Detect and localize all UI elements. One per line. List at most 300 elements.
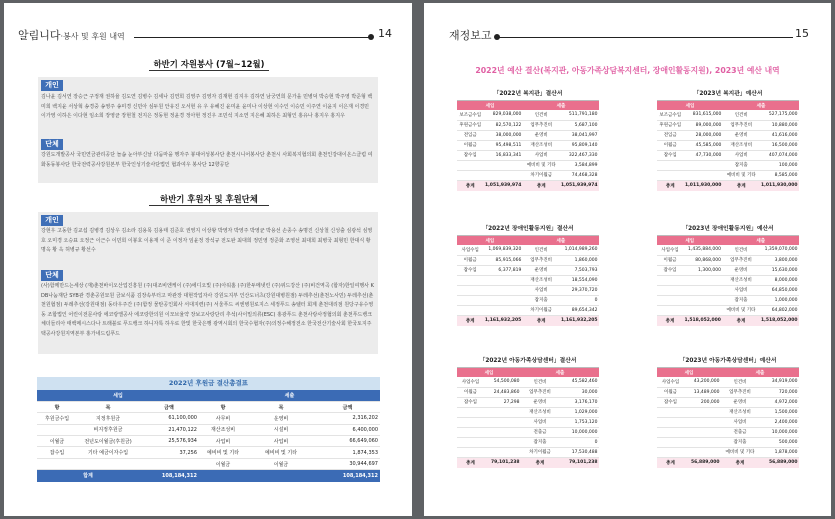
finance-cell: 82,570,122 bbox=[483, 120, 522, 130]
header-rule bbox=[496, 37, 793, 38]
finance-cell bbox=[484, 427, 521, 437]
finance-cell bbox=[683, 295, 722, 305]
finance-cell bbox=[657, 275, 683, 285]
finance-row bbox=[657, 245, 799, 255]
donation-cell: 6,400,000 bbox=[315, 424, 380, 435]
donation-cell: 사업비 bbox=[199, 436, 247, 447]
finance-cell: 3,584,899 bbox=[560, 160, 599, 170]
total-label: 총계 bbox=[523, 315, 560, 326]
finance-cell bbox=[483, 275, 522, 285]
finance-cell: 차기이월금 bbox=[521, 447, 559, 457]
finance-cell bbox=[483, 170, 522, 180]
expense-header: 세출 bbox=[523, 101, 599, 110]
finance-cell: 차기이월금 bbox=[523, 305, 560, 315]
finance-cell: 사업수입 bbox=[657, 377, 684, 387]
finance-cell: 운영비 bbox=[523, 265, 560, 275]
left-header-title: 알림니다 bbox=[18, 29, 61, 42]
total-income: 79,101,238 bbox=[484, 457, 521, 468]
finance-cell: 1,069,839,320 bbox=[483, 245, 522, 255]
finance-cell: 업무추진비 bbox=[523, 255, 560, 265]
income-header: 세입 bbox=[457, 236, 523, 245]
finance-cell bbox=[457, 447, 484, 457]
finance-cell: 사업비 bbox=[523, 285, 560, 295]
finance-cell: 8,585,000 bbox=[760, 170, 799, 180]
finance-cell: 831,615,000 bbox=[683, 110, 722, 120]
total-label: 총계 bbox=[722, 315, 759, 326]
finance-cell: 이월금 bbox=[657, 387, 684, 397]
finance-cell: 64,850,000 bbox=[760, 285, 799, 295]
finance-cell: 829,038,000 bbox=[483, 110, 522, 120]
finance-cell: 업무추진비 bbox=[521, 387, 559, 397]
finance-main-title: 2022년 예산 결산(복지관, 아동가족상담복지센터, 장애인활동지원), 2023년 예산 내역 bbox=[475, 66, 780, 75]
income-header: 세입 bbox=[657, 236, 722, 245]
donation-cell bbox=[77, 458, 139, 469]
total-expense: 1,161,932,205 bbox=[560, 315, 599, 326]
finance-cell: 10,880,000 bbox=[760, 120, 799, 130]
finance-cell: 잡수입 bbox=[657, 265, 683, 275]
finance-cell: 407,074,000 bbox=[760, 150, 799, 160]
finance-cell bbox=[457, 275, 483, 285]
individual-tag: 개인 bbox=[41, 80, 63, 91]
total-label: 합계 bbox=[37, 470, 139, 482]
finance-row bbox=[657, 170, 799, 180]
finance-cell: 재산조성비 bbox=[523, 275, 560, 285]
finance-cell: 43,200,000 bbox=[684, 377, 721, 387]
finance-row bbox=[657, 397, 799, 407]
finance-row bbox=[457, 377, 599, 387]
finance-cell: 잡지출 bbox=[521, 437, 559, 447]
panel-title: 「2023년 아동가족상담센터」예산서 bbox=[657, 355, 799, 368]
finance-cell bbox=[684, 437, 721, 447]
left-page bbox=[4, 3, 412, 516]
section-underline bbox=[149, 70, 269, 71]
finance-row bbox=[457, 397, 599, 407]
total-label: 총계 bbox=[721, 457, 759, 468]
finance-row bbox=[657, 285, 799, 295]
finance-cell: 사업수입 bbox=[457, 377, 484, 387]
donation-row bbox=[37, 413, 380, 424]
finance-cell: 0 bbox=[559, 437, 599, 447]
finance-cell bbox=[457, 427, 484, 437]
finance-cell: 1,878,000 bbox=[759, 447, 799, 457]
finance-row bbox=[457, 150, 599, 160]
finance-cell bbox=[484, 447, 521, 457]
finance-cell bbox=[657, 285, 683, 295]
finance-cell: 보조금수입 bbox=[457, 110, 483, 120]
finance-row bbox=[457, 387, 599, 397]
donation-cell: 1,874,353 bbox=[315, 447, 380, 458]
finance-row bbox=[457, 447, 599, 457]
donation-row bbox=[37, 436, 380, 447]
total-income: 56,889,000 bbox=[684, 457, 721, 468]
finance-row bbox=[657, 255, 799, 265]
donation-cell: 21,470,122 bbox=[139, 424, 199, 435]
finance-cell: 1,860,000 bbox=[560, 255, 599, 265]
finance-row bbox=[657, 407, 799, 417]
expense-header: 세출 bbox=[521, 368, 599, 377]
finance-cell: 잡지출 bbox=[722, 295, 759, 305]
finance-cell bbox=[484, 417, 521, 427]
finance-cell: 1,500,000 bbox=[759, 407, 799, 417]
group-tag: 단체 bbox=[41, 139, 63, 150]
finance-cell: 재산조성비 bbox=[722, 275, 759, 285]
finance-panel bbox=[657, 223, 799, 326]
donor-group-list: (사)함께만드는세상 (재)춘천바이오산업진흥원 (주)대조비엔케이 (주)에디오빛 (주)아워홈 (주)한두메넷린 (주)위드강산 (주)비건역곡 (합자)한일여행사 KDB나눔재단 SYB관 경춘공원묘원 금보식품 김장속부터고 마관장 대현작업자사 강원도지부 인산도너츠(강원대병원점) 두레추선(춘천노사민) 두레추선(춘천원협점) 두레추선(강원대점) 동타우주간 (주)함정 물탄공인회사 서대지련(주) 서울푸드 씨엔병원로지스 세정푸드 송텔터 회계 춘천대리점 원당구유수영동 조합법인 어린이전문사랑 에코랑앨공사 에코랑한의원 이모브율약 장보고사랑단리 추석(사이밀의류(ESC) 홍광푸드 춘천사랑사정협의회 춘천푸드뱅크 체더들리아 태백메시스다나 트래블로 푸드뱅크 하니자톡 하우로 한빛 한국은행 광역시회의 한국수협자(주)의정수해정전소 한국전산기술사회 한국토지주택공사강원지역본부 홍가네드림푸드 bbox=[41, 283, 374, 337]
finance-cell: 운영비 bbox=[721, 397, 759, 407]
finance-row bbox=[457, 120, 599, 130]
finance-cell: 잡수입 bbox=[457, 265, 483, 275]
donation-cell: 비지정후원금 bbox=[77, 424, 139, 435]
finance-cell: 54,500,080 bbox=[484, 377, 521, 387]
finance-cell bbox=[484, 407, 521, 417]
finance-cell: 인건비 bbox=[722, 245, 759, 255]
finance-cell: 45,585,000 bbox=[683, 140, 722, 150]
finance-cell: 잡수입 bbox=[457, 150, 483, 160]
finance-cell: 예비비 및 기타 bbox=[723, 170, 760, 180]
finance-cell: 28,000,000 bbox=[683, 130, 722, 140]
donation-row bbox=[37, 458, 380, 469]
right-header-title: 재정보고 bbox=[449, 29, 492, 42]
income-header: 세입 bbox=[457, 101, 523, 110]
finance-cell: 27,298 bbox=[484, 397, 521, 407]
finance-cell bbox=[657, 417, 684, 427]
donation-cell: 2,316,202 bbox=[315, 413, 380, 424]
finance-row bbox=[457, 265, 599, 275]
finance-cell: 15,630,000 bbox=[760, 265, 799, 275]
income-header: 세입 bbox=[457, 368, 521, 377]
finance-cell: 전입금 bbox=[657, 130, 683, 140]
finance-cell: 89,654,342 bbox=[560, 305, 599, 315]
total-expense: 1,051,939,974 bbox=[560, 180, 599, 191]
finance-row bbox=[657, 447, 799, 457]
finance-cell: 잡수입 bbox=[657, 150, 683, 160]
total-income: 1,518,052,000 bbox=[683, 315, 722, 326]
finance-cell: 이월금 bbox=[457, 140, 483, 150]
finance-row bbox=[657, 275, 799, 285]
finance-cell: 잡지출 bbox=[523, 295, 560, 305]
total-expense: 1,518,052,000 bbox=[760, 315, 799, 326]
finance-cell: 1,000,000 bbox=[760, 295, 799, 305]
donation-cell: 재산조성비 bbox=[199, 424, 247, 435]
donation-cell: 사업비 bbox=[247, 436, 315, 447]
volunteer-individual-list: 김나윤 김서연 장승근 구정재 권하율 김도연 김병수 김세나 김연희 김영주 김영자 김재현 김지우 김하연 남궁연희 문가을 민병덕 박승현 박주영 박준형 백미희 백지윤 서상혁 송경중 송영주 송미경 신민아 심두원 안유진 오서현 유 우 유혜진 윤미윤 윤미나 이상현 이수인 이승민 이주연 이윤지 이은재 이경민 이가영 이하은 이다현 임소희 장영균 장현철 전지은 정동현 정윤경 정아현 정진우 조민석 지소연 지은혜 최하은 최형인 홍유나 홍지우 홍지우 bbox=[41, 94, 373, 119]
left-header-subtitle: ·봉사 및 후원 내역 bbox=[60, 32, 125, 41]
finance-row bbox=[457, 295, 599, 305]
left-page-number: 14 bbox=[378, 27, 392, 40]
header-dot bbox=[368, 34, 374, 40]
right-page-number: 15 bbox=[795, 27, 809, 40]
donation-cell: 66,649,060 bbox=[315, 436, 380, 447]
finance-cell: 이월금 bbox=[457, 255, 483, 265]
finance-cell: 0 bbox=[560, 295, 599, 305]
total-expense: 56,889,000 bbox=[759, 457, 799, 468]
panel-title: 「2022년 복지관」결산서 bbox=[457, 88, 599, 101]
finance-cell: 74,468,328 bbox=[560, 170, 599, 180]
total-label: 총계 bbox=[657, 315, 683, 326]
group-tag: 단체 bbox=[41, 270, 63, 281]
donation-cell: 30,944,697 bbox=[315, 458, 380, 469]
finance-cell: 전입금 bbox=[457, 130, 483, 140]
total-label: 총계 bbox=[457, 180, 483, 191]
left-header bbox=[18, 27, 125, 43]
finance-cell: 인건비 bbox=[721, 377, 759, 387]
total-label: 총계 bbox=[457, 457, 484, 468]
finance-cell: 재산조성비 bbox=[523, 140, 560, 150]
finance-cell: 전출금 bbox=[721, 427, 759, 437]
expense-header: 세출 bbox=[523, 236, 599, 245]
finance-row bbox=[657, 140, 799, 150]
finance-cell: 8,000,000 bbox=[760, 275, 799, 285]
finance-cell: 16,833,341 bbox=[483, 150, 522, 160]
finance-cell: 5,687,100 bbox=[560, 120, 599, 130]
finance-row bbox=[657, 387, 799, 397]
total-income: 1,051,939,974 bbox=[483, 180, 522, 191]
finance-cell: 1,014,989,260 bbox=[560, 245, 599, 255]
finance-row bbox=[657, 160, 799, 170]
donation-cell: 25,576,934 bbox=[139, 436, 199, 447]
finance-cell: 후원금수입 bbox=[457, 120, 483, 130]
finance-cell bbox=[683, 170, 722, 180]
finance-cell: 95,498,511 bbox=[483, 140, 522, 150]
finance-row bbox=[657, 265, 799, 275]
finance-cell bbox=[683, 285, 722, 295]
finance-cell: 18,554,090 bbox=[560, 275, 599, 285]
total-label: 총계 bbox=[521, 457, 559, 468]
donor-section-title: 하반기 후원자 및 후원단체 bbox=[160, 194, 258, 204]
finance-row bbox=[657, 305, 799, 315]
donation-cell: 이월금 bbox=[37, 436, 77, 447]
finance-cell: 500,000 bbox=[759, 437, 799, 447]
finance-cell bbox=[657, 305, 683, 315]
finance-cell: 사업수입 bbox=[457, 245, 483, 255]
finance-row bbox=[457, 160, 599, 170]
finance-cell bbox=[484, 437, 521, 447]
expense-header: 세출 bbox=[199, 390, 380, 401]
finance-cell: 527,175,000 bbox=[760, 110, 799, 120]
finance-cell: 24,483,860 bbox=[484, 387, 521, 397]
finance-cell bbox=[684, 417, 721, 427]
income-header: 세입 bbox=[657, 101, 723, 110]
total-expense: 79,101,238 bbox=[559, 457, 599, 468]
finance-cell: 1,435,884,000 bbox=[683, 245, 722, 255]
panel-title: 「2022년 아동가족상담센터」결산서 bbox=[457, 355, 599, 368]
finance-cell bbox=[483, 305, 522, 315]
finance-cell bbox=[657, 437, 684, 447]
donation-table-title: 2022년 후원금 결산총결표 bbox=[37, 377, 380, 390]
total-label: 총계 bbox=[657, 180, 683, 191]
finance-cell bbox=[683, 275, 722, 285]
finance-cell bbox=[457, 170, 483, 180]
expense-header: 세출 bbox=[722, 236, 799, 245]
volunteer-section-title: 하반기 자원봉사 (7월~12월) bbox=[153, 59, 265, 69]
finance-row bbox=[657, 427, 799, 437]
individual-tag: 개인 bbox=[41, 215, 63, 226]
donation-cell: 예비비 및 기타 bbox=[247, 447, 315, 458]
finance-cell bbox=[483, 160, 522, 170]
finance-row bbox=[657, 377, 799, 387]
donation-cell: 37,256 bbox=[139, 447, 199, 458]
finance-cell: 10,000,000 bbox=[759, 427, 799, 437]
column-header: 목 bbox=[247, 401, 315, 412]
finance-cell: 511,791,180 bbox=[560, 110, 599, 120]
finance-cell: 운영비 bbox=[723, 130, 760, 140]
finance-panel bbox=[457, 88, 599, 191]
finance-cell: 80,868,000 bbox=[683, 255, 722, 265]
donation-cell: 사무비 bbox=[199, 413, 247, 424]
donation-cell: 예비비 및 기타 bbox=[199, 447, 247, 458]
finance-cell bbox=[657, 160, 683, 170]
finance-row bbox=[657, 110, 799, 120]
finance-row bbox=[457, 170, 599, 180]
total-income: 108,184,312 bbox=[139, 470, 199, 482]
income-header: 세입 bbox=[37, 390, 199, 401]
finance-cell: 인건비 bbox=[523, 245, 560, 255]
finance-cell: 운영비 bbox=[523, 130, 560, 140]
donation-cell bbox=[37, 458, 77, 469]
finance-cell bbox=[657, 407, 684, 417]
finance-cell: 예비비 및 기타 bbox=[722, 305, 759, 315]
finance-cell bbox=[457, 285, 483, 295]
right-page bbox=[424, 3, 831, 516]
expense-header: 세출 bbox=[723, 101, 799, 110]
finance-cell bbox=[483, 295, 522, 305]
finance-cell: 재산조성비 bbox=[721, 407, 759, 417]
finance-cell: 30,000 bbox=[559, 387, 599, 397]
donation-cell: 기타 예금이자수입 bbox=[77, 447, 139, 458]
total-label: 총계 bbox=[457, 315, 483, 326]
finance-cell: 재산조성비 bbox=[521, 407, 559, 417]
panel-title: 「2022년 장애인활동지원」결산서 bbox=[457, 223, 599, 236]
finance-cell: 업무추진비 bbox=[721, 387, 759, 397]
income-header: 세입 bbox=[657, 368, 721, 377]
donation-cell: 61,100,000 bbox=[139, 413, 199, 424]
finance-cell: 예비비 및 기타 bbox=[523, 160, 560, 170]
finance-row bbox=[657, 417, 799, 427]
donation-row bbox=[37, 424, 380, 435]
finance-cell: 16,500,000 bbox=[760, 140, 799, 150]
finance-row bbox=[457, 130, 599, 140]
finance-cell bbox=[684, 407, 721, 417]
column-header: 항 bbox=[199, 401, 247, 412]
finance-cell: 운영비 bbox=[521, 397, 559, 407]
total-label: 총계 bbox=[523, 180, 560, 191]
column-header: 항 bbox=[37, 401, 77, 412]
finance-cell: 38,041,997 bbox=[560, 130, 599, 140]
finance-cell bbox=[483, 285, 522, 295]
column-header: 금액 bbox=[315, 401, 380, 412]
finance-cell: 322,467,330 bbox=[560, 150, 599, 160]
finance-cell: 후원금수입 bbox=[657, 120, 683, 130]
total-income: 1,011,930,000 bbox=[683, 180, 722, 191]
finance-cell bbox=[683, 305, 722, 315]
finance-row bbox=[457, 305, 599, 315]
finance-cell: 사업비 bbox=[523, 150, 560, 160]
finance-cell bbox=[457, 417, 484, 427]
finance-row bbox=[457, 245, 599, 255]
finance-cell: 업무추진비 bbox=[722, 255, 759, 265]
finance-cell: 이월금 bbox=[457, 387, 484, 397]
finance-cell bbox=[457, 437, 484, 447]
finance-cell bbox=[657, 170, 683, 180]
finance-cell: 13,489,000 bbox=[684, 387, 721, 397]
finance-cell bbox=[457, 407, 484, 417]
donation-cell: 시설비 bbox=[247, 424, 315, 435]
panel-title: 「2023년 장애인활동지원」예산서 bbox=[657, 223, 799, 236]
volunteer-group-list: 강원도개발공사 국민연금관리공단 놀솜 눈아부신날 다둠마을 행자주 봉대어성봉사단 춘천시니어봉사단 춘천시 사회복지협의회 춘천인강대이온스클럽 여화동동봉사단 한국전력공사강원본부 한국인성기술사단법인 협과여우 봉사단 12향공단 bbox=[41, 152, 373, 168]
finance-cell: 사업비 bbox=[721, 417, 759, 427]
finance-cell: 1,029,000 bbox=[559, 407, 599, 417]
header-rule bbox=[134, 37, 370, 38]
finance-cell: 10,000,000 bbox=[559, 427, 599, 437]
donation-cell: 지정후원금 bbox=[77, 413, 139, 424]
finance-panel bbox=[457, 223, 599, 326]
finance-cell: 인건비 bbox=[723, 110, 760, 120]
total-expense: 108,184,312 bbox=[315, 470, 380, 482]
finance-cell: 운영비 bbox=[722, 265, 759, 275]
finance-cell bbox=[684, 447, 721, 457]
column-header: 목 bbox=[77, 401, 139, 412]
finance-row bbox=[657, 295, 799, 305]
finance-cell: 38,000,000 bbox=[483, 130, 522, 140]
finance-row bbox=[457, 275, 599, 285]
section-underline bbox=[149, 205, 269, 206]
total-income: 1,161,932,205 bbox=[483, 315, 522, 326]
finance-cell: 업무추진비 bbox=[723, 120, 760, 130]
finance-cell: 89,000,000 bbox=[683, 120, 722, 130]
finance-cell: 예비비 및 기타 bbox=[721, 447, 759, 457]
expense-header: 세출 bbox=[721, 368, 799, 377]
finance-cell: 잡지출 bbox=[723, 160, 760, 170]
donation-cell bbox=[139, 458, 199, 469]
total-expense: 1,011,930,000 bbox=[760, 180, 799, 191]
finance-cell: 사업비 bbox=[722, 285, 759, 295]
finance-cell: 100,000 bbox=[760, 160, 799, 170]
finance-cell: 3,176,170 bbox=[559, 397, 599, 407]
finance-cell: 전출금 bbox=[521, 427, 559, 437]
volunteer-box bbox=[38, 77, 378, 183]
finance-cell: 64,802,000 bbox=[760, 305, 799, 315]
donation-cell: 이월금 bbox=[199, 458, 247, 469]
finance-cell: 200,000 bbox=[684, 397, 721, 407]
finance-cell: 17,530,488 bbox=[559, 447, 599, 457]
finance-cell: 1,753,120 bbox=[559, 417, 599, 427]
finance-cell bbox=[684, 427, 721, 437]
finance-cell bbox=[457, 295, 483, 305]
finance-cell: 1,359,070,000 bbox=[760, 245, 799, 255]
finance-cell: 720,000 bbox=[759, 387, 799, 397]
finance-row bbox=[457, 407, 599, 417]
finance-panel bbox=[657, 88, 799, 191]
finance-cell bbox=[457, 305, 483, 315]
finance-cell: 이월금 bbox=[657, 255, 683, 265]
finance-row bbox=[657, 437, 799, 447]
finance-cell: 재산조성비 bbox=[723, 140, 760, 150]
finance-cell: 사업수입 bbox=[657, 245, 683, 255]
finance-row bbox=[457, 140, 599, 150]
finance-cell: 보조금수입 bbox=[657, 110, 683, 120]
finance-cell: 잡수입 bbox=[657, 397, 684, 407]
finance-cell bbox=[657, 427, 684, 437]
donor-box bbox=[38, 212, 378, 354]
finance-row bbox=[657, 150, 799, 160]
finance-cell: 41,616,000 bbox=[760, 130, 799, 140]
finance-cell: 차기이월금 bbox=[523, 170, 560, 180]
finance-cell: 이월금 bbox=[657, 140, 683, 150]
finance-row bbox=[457, 417, 599, 427]
finance-cell: 95,809,140 bbox=[560, 140, 599, 150]
finance-cell: 34,919,000 bbox=[759, 377, 799, 387]
finance-cell: 85,915,066 bbox=[483, 255, 522, 265]
